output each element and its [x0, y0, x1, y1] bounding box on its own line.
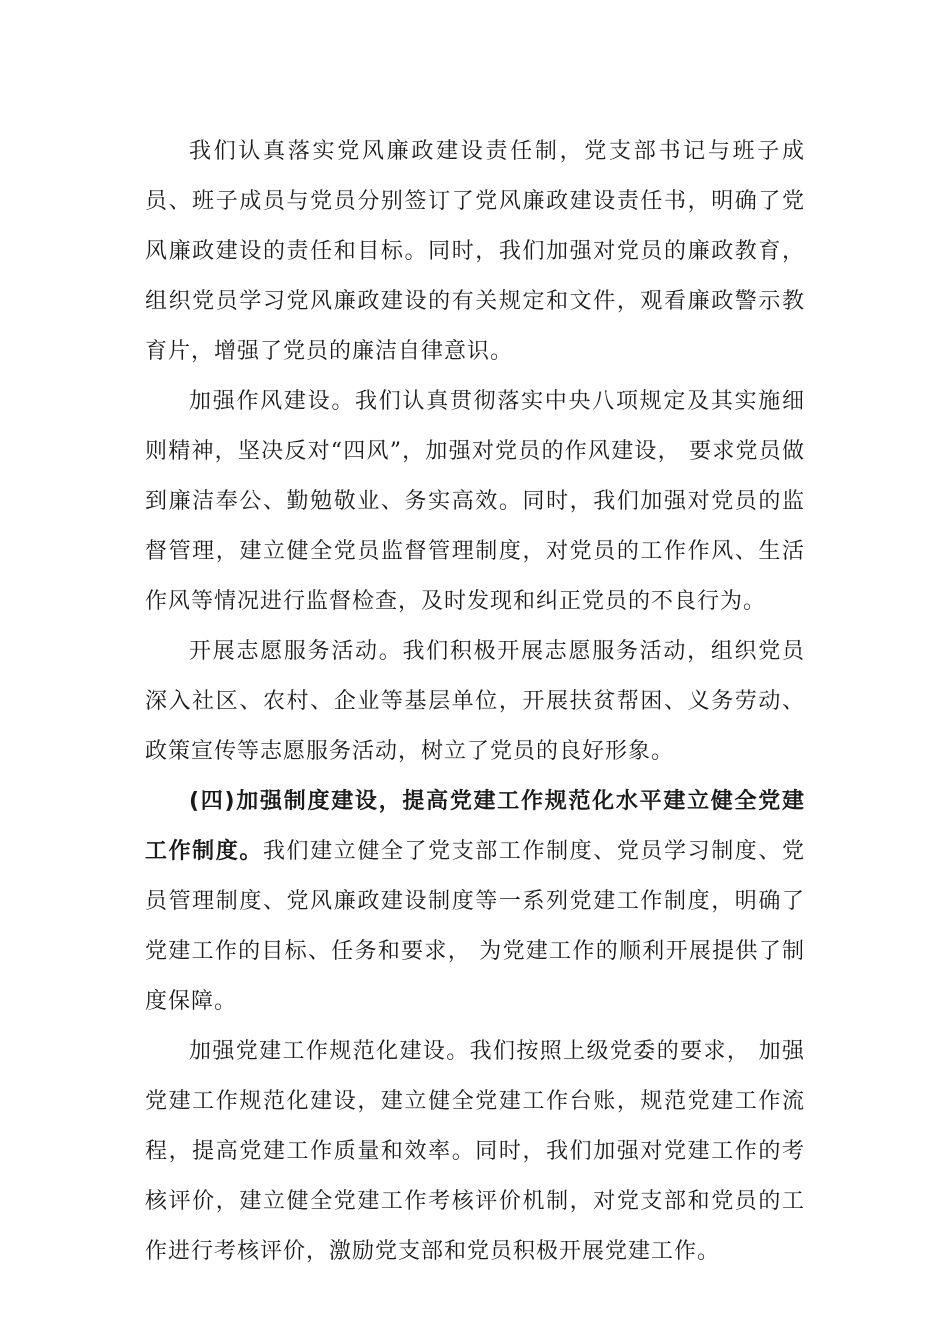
paragraph-1 — [145, 127, 805, 377]
paragraph-2-text: 加强作风建设。我们认真贯彻落实中央八项规定及其实施细则精神，坚决反对“四风”，加强对党员的作风建设， 要求党员做到廉洁奉公、勤勉敬业、务实高效。同时，我们加强对党员的监督管理，建立健全党员监督管理制度，对党员的工作作风、生活作风等情况进行监督检查，及时发现和纠正党员的不良行为。 — [145, 389, 805, 614]
paragraph-4-text: 我们建立健全了党支部工作制度、党员学习制度、党员管理制度、党风廉政建设制度等一系列党建工作制度，明确了党建工作的目标、任务和要求， 为党建工作的顺利开展提供了制度保障。 — [145, 839, 805, 1014]
paragraph-5-text: 加强党建工作规范化建设。我们按照上级党委的要求， 加强党建工作规范化建设，建立健全党建工作台账，规范党建工作流程，提高党建工作质量和效率。同时，我们加强对党建工作的考核评价，建立健全党建工作考核评价机制，对党支部和党员的工作进行考核评价，激励党支部和党员积极开展党建工作。 — [145, 1039, 805, 1264]
paragraph-3 — [145, 627, 805, 777]
section-heading-4: (四)加强制度建设，提高党建工作规范化水平建立健全党建工作制度。 — [145, 789, 805, 864]
paragraph-3-text: 开展志愿服务活动。我们积极开展志愿服务活动，组织党员深入社区、农村、企业等基层单位，开展扶贫帮困、义务劳动、政策宣传等志愿服务活动，树立了党员的良好形象。 — [145, 639, 805, 764]
paragraph-5 — [145, 1027, 805, 1277]
paragraph-2 — [145, 377, 805, 627]
paragraph-1-text: 我们认真落实党风廉政建设责任制，党支部书记与班子成员、班子成员与党员分别签订了党风廉政建设责任书，明确了党风廉政建设的责任和目标。同时，我们加强对党员的廉政教育，组织党员学习党风廉政建设的有关规定和文件，观看廉政警示教育片，增强了党员的廉洁自律意识。 — [145, 139, 805, 364]
paragraph-4 — [145, 777, 805, 1027]
document-body — [145, 127, 805, 1277]
